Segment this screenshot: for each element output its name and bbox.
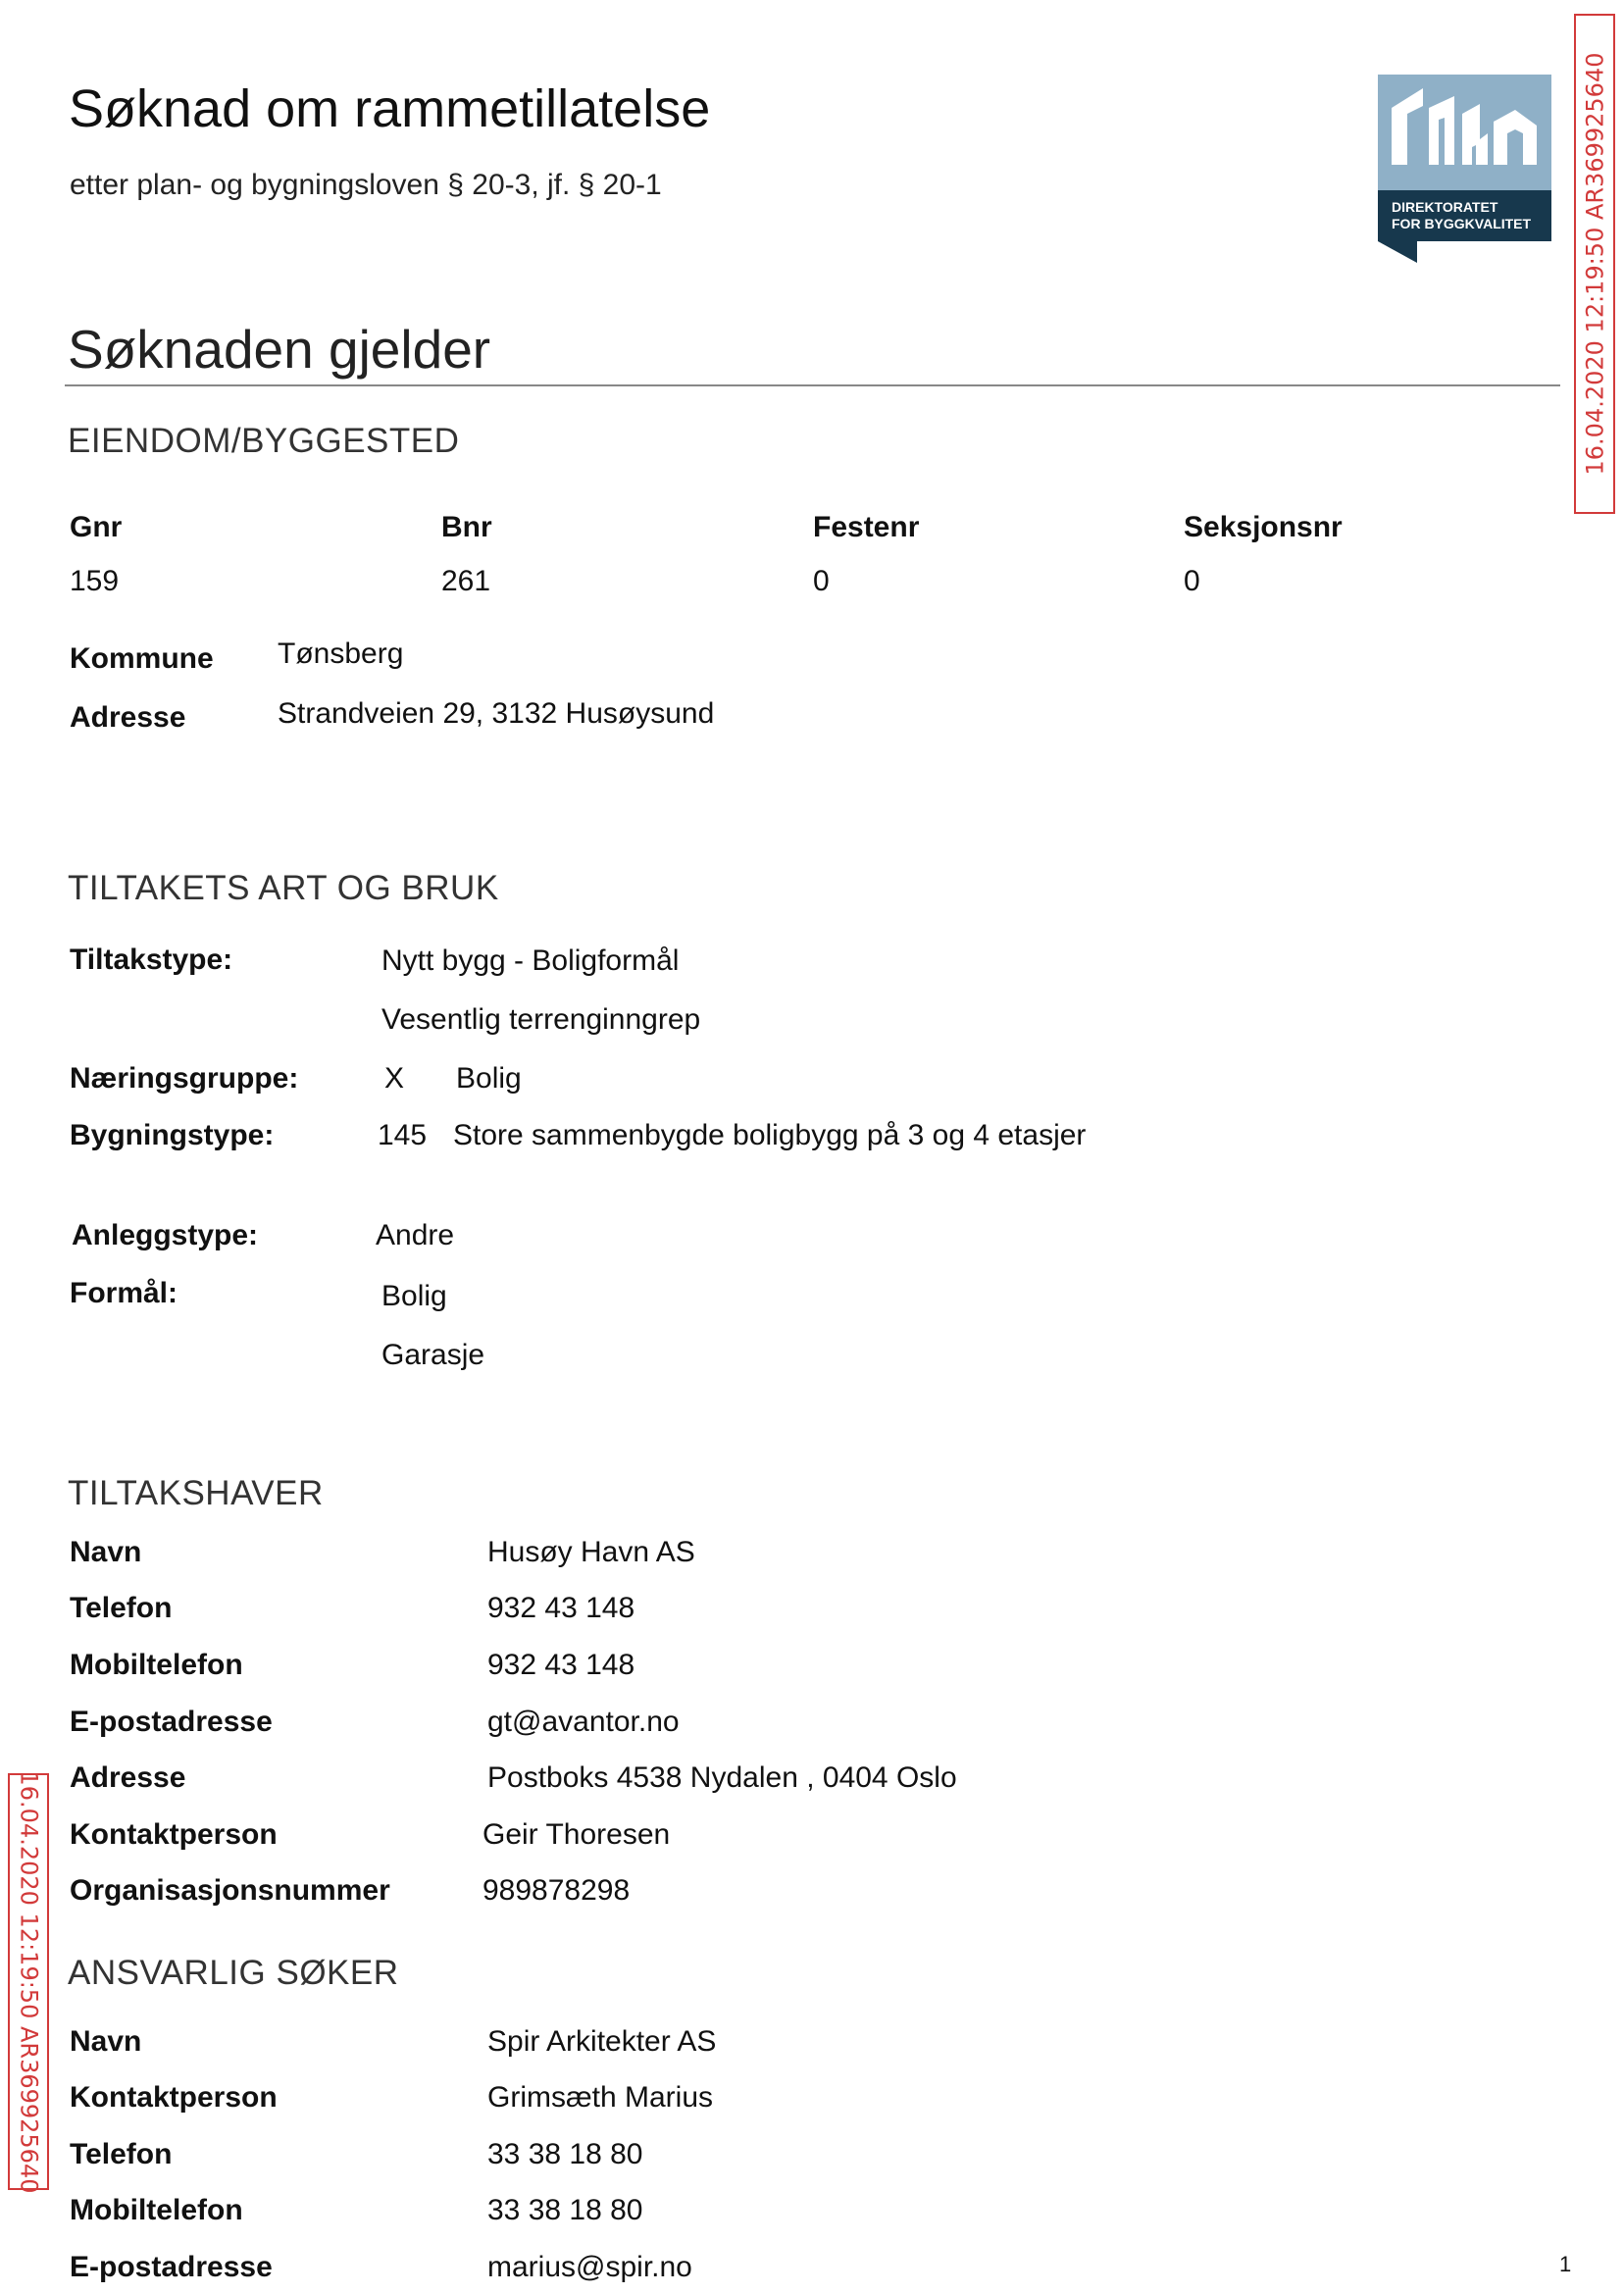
bygningstype-code: 145 xyxy=(378,1119,428,1151)
tiltakshaver-adresse-label: Adresse xyxy=(70,1761,186,1794)
dibk-logo xyxy=(1378,75,1551,263)
section-eiendom: EIENDOM/BYGGESTED xyxy=(68,422,460,460)
formal-label: Formål: xyxy=(70,1277,178,1309)
tiltakshaver-navn-label: Navn xyxy=(70,1536,142,1568)
tiltakstype-value-2: Vesentlig terrenginngrep xyxy=(381,1003,701,1036)
anleggstype-label: Anleggstype: xyxy=(72,1219,259,1251)
tiltakshaver-navn-value: Husøy Havn AS xyxy=(487,1536,695,1568)
formal-value-1: Bolig xyxy=(381,1280,447,1312)
document-subtitle: etter plan- og bygningsloven § 20-3, jf. § 20-1 xyxy=(70,169,662,201)
seksjonsnr-value: 0 xyxy=(1184,565,1200,597)
tiltakshaver-kontakt-label: Kontaktperson xyxy=(70,1818,278,1851)
kommune-value: Tønsberg xyxy=(278,637,404,670)
tiltakshaver-epost-label: E-postadresse xyxy=(70,1706,273,1738)
formal-value-2: Garasje xyxy=(381,1339,485,1371)
adresse-label: Adresse xyxy=(70,701,186,734)
naeringsgruppe-value: Bolig xyxy=(456,1062,522,1095)
bygningstype-value: Store sammenbygde boligbygg på 3 og 4 etasjer xyxy=(453,1119,1087,1151)
section-ansvarlig-soker: ANSVARLIG SØKER xyxy=(68,1954,399,1992)
ansvarlig-navn-value: Spir Arkitekter AS xyxy=(487,2025,717,2058)
bnr-label: Bnr xyxy=(441,511,492,543)
tiltakshaver-telefon-value: 932 43 148 xyxy=(487,1592,635,1624)
tiltakshaver-mobil-label: Mobiltelefon xyxy=(70,1649,243,1681)
receipt-stamp-left: 16.04.2020 12:19:50 AR369925640 xyxy=(8,1773,49,2190)
anleggstype-value: Andre xyxy=(376,1219,455,1251)
adresse-value: Strandveien 29, 3132 Husøysund xyxy=(278,697,715,730)
ansvarlig-mobil-label: Mobiltelefon xyxy=(70,2194,243,2226)
ansvarlig-navn-label: Navn xyxy=(70,2025,142,2058)
tiltakstype-label: Tiltakstype: xyxy=(70,943,233,976)
ansvarlig-kontakt-value: Grimsæth Marius xyxy=(487,2081,714,2114)
kommune-label: Kommune xyxy=(70,642,214,675)
naeringsgruppe-code: X xyxy=(384,1062,405,1095)
festenr-value: 0 xyxy=(813,565,830,597)
bygningstype-label: Bygningstype: xyxy=(70,1119,275,1151)
main-heading: Søknaden gjelder xyxy=(68,319,491,380)
ansvarlig-epost-label: E-postadresse xyxy=(70,2251,273,2283)
ansvarlig-kontakt-label: Kontaktperson xyxy=(70,2081,278,2114)
festenr-label: Festenr xyxy=(813,511,920,543)
tiltakshaver-adresse-value: Postboks 4538 Nydalen , 0404 Oslo xyxy=(487,1761,957,1794)
tiltakshaver-epost-value: gt@avantor.no xyxy=(487,1706,680,1738)
tiltakstype-value-1: Nytt bygg - Boligformål xyxy=(381,944,680,977)
page-number: 1 xyxy=(1559,2252,1572,2276)
bnr-value: 261 xyxy=(441,565,491,597)
naeringsgruppe-label: Næringsgruppe: xyxy=(70,1062,299,1095)
section-tiltak: TILTAKETS ART OG BRUK xyxy=(68,869,499,907)
tiltakshaver-mobil-value: 932 43 148 xyxy=(487,1649,635,1681)
tiltakshaver-kontakt-value: Geir Thoresen xyxy=(482,1818,671,1851)
dibk-logo-icon xyxy=(1378,75,1551,263)
logo-text-line2: FOR BYGGKVALITET xyxy=(1392,216,1532,231)
ansvarlig-epost-value: marius@spir.no xyxy=(487,2251,692,2283)
ansvarlig-telefon-label: Telefon xyxy=(70,2138,173,2170)
section-tiltakshaver: TILTAKSHAVER xyxy=(68,1474,324,1512)
gnr-value: 159 xyxy=(70,565,120,597)
tiltakshaver-telefon-label: Telefon xyxy=(70,1592,173,1624)
tiltakshaver-orgnr-label: Organisasjonsnummer xyxy=(70,1874,390,1907)
receipt-stamp-top: 16.04.2020 12:19:50 AR369925640 xyxy=(1574,14,1615,514)
logo-text-line1: DIREKTORATET xyxy=(1392,199,1498,215)
ansvarlig-mobil-value: 33 38 18 80 xyxy=(487,2194,643,2226)
tiltakshaver-orgnr-value: 989878298 xyxy=(482,1874,631,1907)
heading-divider xyxy=(65,384,1560,386)
document-title: Søknad om rammetillatelse xyxy=(69,79,711,138)
seksjonsnr-label: Seksjonsnr xyxy=(1184,511,1343,543)
gnr-label: Gnr xyxy=(70,511,123,543)
ansvarlig-telefon-value: 33 38 18 80 xyxy=(487,2138,643,2170)
